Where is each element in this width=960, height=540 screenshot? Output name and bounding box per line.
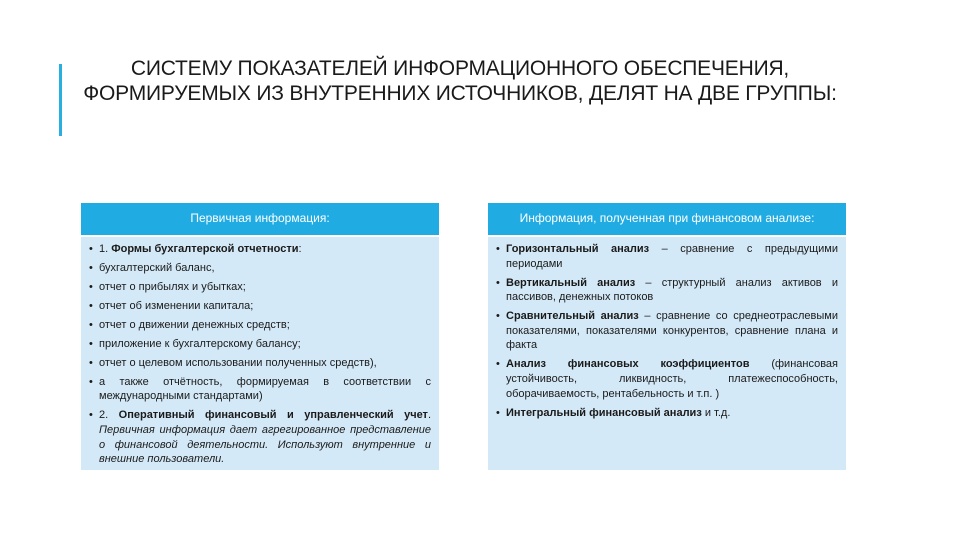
- item-post: и т.д.: [701, 406, 731, 419]
- list-item: [496, 242, 838, 271]
- primary-info-card: [81, 203, 439, 470]
- item-text: отчет об изменении капитала;: [99, 299, 254, 312]
- item-bold: Сравнительный анализ: [506, 310, 639, 323]
- analysis-info-header: Информация, полученная при финансовом анализе:: [488, 203, 846, 237]
- item-text: отчет о прибылях и убытках;: [99, 280, 246, 293]
- bullet-icon: •: [89, 243, 93, 255]
- item-text: приложение к бухгалтерскому балансу;: [99, 337, 301, 350]
- item-bold: Формы бухгалтерской отчетности: [111, 243, 299, 255]
- list-item: [89, 318, 431, 333]
- bullet-icon: •: [89, 409, 93, 422]
- item-italic: Первичная информация дает агрегированное представление о финансовой деятельности. Используют внутренние и внешние пользователи.: [99, 424, 431, 466]
- item-post: – структурный анализ активов и пассивов, денежных потоков: [506, 276, 838, 304]
- analysis-info-card: [488, 203, 846, 470]
- bullet-icon: •: [89, 261, 93, 274]
- primary-info-header: Первичная информация:: [81, 203, 439, 237]
- list-item: [496, 357, 838, 401]
- item-bold: Оперативный финансовый и управленческий учет: [118, 409, 428, 422]
- item-post: .: [427, 409, 431, 422]
- list-item: [496, 406, 838, 421]
- list-item: [89, 261, 431, 276]
- bullet-icon: •: [89, 375, 93, 388]
- primary-info-list: [81, 237, 439, 467]
- list-item: [89, 280, 431, 295]
- list-item: [89, 408, 431, 466]
- bullet-icon: •: [89, 318, 93, 331]
- item-bold: Анализ финансовых коэффициентов: [506, 358, 750, 371]
- list-item: [89, 356, 431, 371]
- slide-title: СИСТЕМУ ПОКАЗАТЕЛЕЙ ИНФОРМАЦИОННОГО ОБЕСПЕЧЕНИЯ, ФОРМИРУЕМЫХ ИЗ ВНУТРЕННИХ ИСТОЧНИКОВ, ДЕЛЯТ НА ДВЕ ГРУППЫ:: [83, 57, 837, 105]
- bullet-icon: •: [89, 299, 93, 312]
- item-bold: Горизонтальный анализ: [506, 243, 650, 255]
- item-post: – сравнение с предыдущими периодами: [506, 243, 839, 270]
- list-item: [89, 242, 431, 257]
- item-post: (финансовая устойчивость, ликвидность, платежеспособность, оборачиваемость, рентабельность и т.п. ): [506, 358, 838, 400]
- list-item: [496, 309, 838, 353]
- list-item: [496, 276, 838, 305]
- item-post: :: [298, 243, 302, 255]
- accent-bar: [59, 64, 62, 136]
- item-text: а также отчётность, формируемая в соответствии с международными стандартами): [99, 375, 431, 403]
- item-text: отчет о целевом использовании полученных средств),: [99, 356, 377, 369]
- bullet-icon: •: [496, 276, 500, 289]
- list-item: [89, 299, 431, 314]
- analysis-info-list: [488, 237, 846, 420]
- bullet-icon: •: [89, 337, 93, 350]
- bullet-icon: •: [89, 356, 93, 369]
- list-item: [89, 337, 431, 352]
- item-bold: Вертикальный анализ: [506, 276, 636, 289]
- item-bold: Интегральный финансовый анализ: [506, 406, 702, 419]
- bullet-icon: •: [496, 406, 500, 419]
- item-text: бухгалтерский баланс,: [99, 261, 215, 274]
- bullet-icon: •: [89, 280, 93, 293]
- item-pre: 1.: [99, 243, 112, 255]
- list-item: [89, 375, 431, 404]
- item-pre: 2.: [99, 409, 119, 422]
- bullet-icon: •: [496, 310, 500, 323]
- item-text: отчет о движении денежных средств;: [99, 318, 290, 331]
- bullet-icon: •: [496, 358, 500, 371]
- bullet-icon: •: [496, 243, 500, 255]
- item-post: – сравнение со среднеотраслевыми показателями, показателями конкурентов, сравнение плана и факта: [506, 310, 838, 352]
